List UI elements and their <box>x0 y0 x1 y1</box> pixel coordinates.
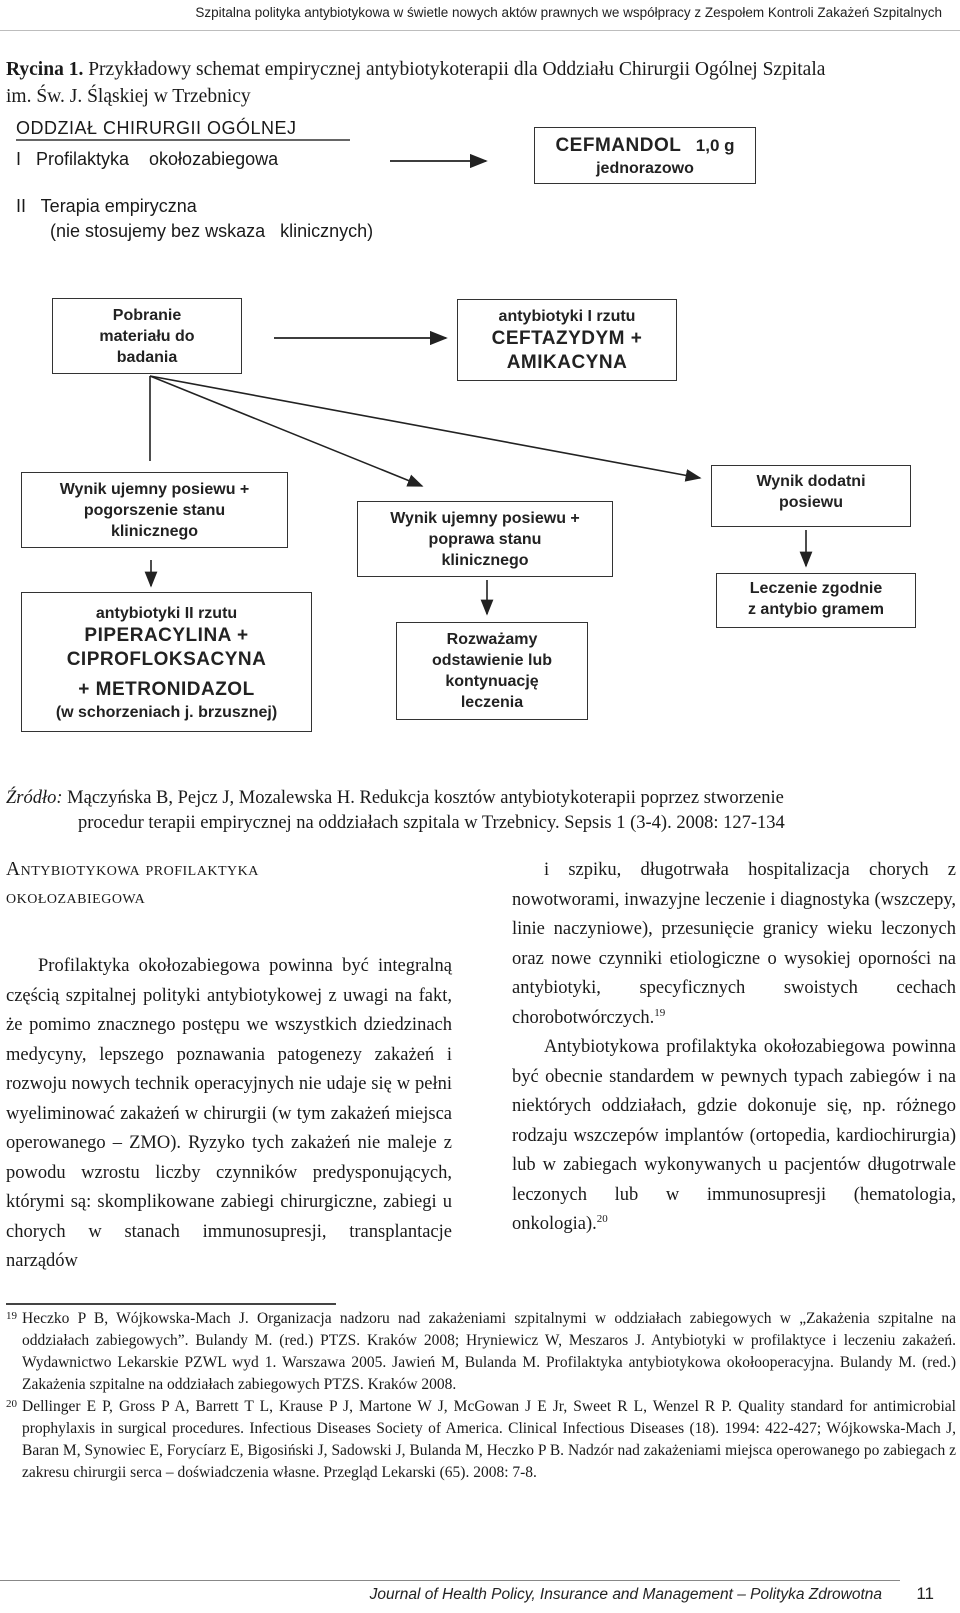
sampling-line: Pobranie <box>112 307 182 324</box>
antibiogram-line: Leczenie zgodnie <box>749 580 883 597</box>
sampling-line: materiału do <box>99 328 195 345</box>
right-paragraph-2 <box>512 1033 956 1240</box>
right-paragraph-1-text: i szpiku, długotrwała hospitalizacja chorych z nowotworami, inwazyjne leczenie i diagnostyka (wszczepy, linie naczyniowe), przesunięcie granicy wieku leczonych oraz nowe czynniki etiologiczne o wysokiej oporności na antybiotyki, specyficznych swoistych cechach chorobotwórczych. <box>512 860 956 1028</box>
negative-worse-line: klinicznego <box>110 523 199 540</box>
left-paragraph: Profilaktyka okołozabiegowa powinna być integralną częścią szpitalnej polityki antybiotykowej z uwagi na fakt, że pomimo znacznego postępu we wszystkich dziedzinach medycyny, lepszego poznawania patogenezy zakażeń i rozwoju nowych technik operacyjnych nie udaje się w pełni wyeliminować zakażeń w chirurgii (w tym zakażeń miejsca operowanego – ZMO). Ryzyko tych zakażeń nie maleje z powodu wzrostu liczby czynników predysponujących, którymi są: skomplikowane zabiegi chirurgiczne, zabiegi u chorych w stanach immunosupresji, transplantacje narządów <box>6 956 452 1271</box>
negative-worse-line: pogorszenie stanu <box>83 502 226 519</box>
second-line-drug: PIPERACYLINA + <box>84 625 249 646</box>
consider-line: Rozważamy <box>446 631 538 648</box>
cefmandol-note: jednorazowo <box>596 160 694 177</box>
first-line-drug: AMIKACYNA <box>506 352 628 373</box>
ward-title: ODDZIAŁ CHIRURGII OGÓLNEJ <box>16 118 297 138</box>
cefmandol-dose: 1,0 g <box>695 136 735 155</box>
section-title <box>6 856 452 912</box>
right-column <box>512 856 956 1240</box>
consider-box <box>396 622 588 720</box>
source-line1: Mączyńska B, Pejcz J, Mozalewska H. Redukcja kosztów antybiotykoterapii poprzez stworzenie <box>67 788 784 808</box>
footer-rule <box>0 1580 900 1581</box>
footnote-ref: 19 <box>654 1006 666 1019</box>
positive-box <box>711 465 911 527</box>
negative-better-line: klinicznego <box>441 552 529 569</box>
sampling-box <box>52 298 242 374</box>
consider-line: leczenia <box>460 694 524 711</box>
first-line-box <box>457 299 677 381</box>
cefmandol-drug: CEFMANDOL <box>555 135 682 156</box>
antibiogram-line: z antybio gramem <box>747 601 885 618</box>
arrow-to-negative-better <box>150 376 422 486</box>
page-number: 11 <box>916 1584 934 1603</box>
flowchart-diagram <box>0 118 960 758</box>
negative-better-line: poprawa stanu <box>428 531 542 548</box>
first-line-drug: CEFTAZYDYM + <box>491 328 643 349</box>
therapy-note: (nie stosujemy bez wskaza klinicznych) <box>50 221 374 241</box>
footnotes <box>6 1308 956 1484</box>
footnote-ref: 20 <box>596 1212 608 1225</box>
negative-better-box <box>357 501 613 577</box>
source-label: Źródło: <box>6 788 63 808</box>
second-line-drug: CIPROFLOKSACYNA <box>66 649 267 670</box>
source-line2: procedur terapii empirycznej na oddziałach szpitala w Trzebnicy. Sepsis 1 (3-4). 2008: 127-134 <box>78 813 785 833</box>
running-header-text: Szpitalna polityka antybiotykowa w świetle nowych aktów prawnych we współpracy z Zespołem Kontroli Zakażeń Szpitalnych <box>195 5 942 20</box>
right-paragraph-1 <box>512 856 956 1033</box>
section-title-line1: Antybiotykowa profilaktyka <box>6 859 259 880</box>
arrow-to-positive <box>150 376 700 478</box>
footnote <box>6 1396 956 1484</box>
therapy-label: II Terapia empiryczna <box>16 196 197 216</box>
positive-line: posiewu <box>778 494 843 511</box>
footnote-text: Dellinger E P, Gross P A, Barrett T L, Krause P J, Martone W J, McGowan J E Jr, Sweet R L, Wenzel R P. Quality standard for antimicrobial prophylaxis in surgical procedures. Infectious Diseases Society of America. Clinical Infectious Diseases (18). 1994: 422-427; Wójkowska-Mach J, Baran M, Synowiec E, Forycíarz E, Bigosiński J, Sadowski J, Bulanda M, Heczko P B. Nadzór nad zakażeniami miejsca operowanego po zabiegach z zakresu chirurgii serca – doświadczenia własne. Przegląd Lekarski (65). 2008: 7-8. <box>22 1398 956 1481</box>
negative-worse-line: Wynik ujemny posiewu + <box>59 481 250 498</box>
section-title-line2: okołozabiegowa <box>6 887 146 908</box>
footnote <box>6 1308 956 1396</box>
right-paragraph-2-text: Antybiotykowa profilaktyka okołozabiegowa powinna być obecnie standardem w pewnych typach zabiegów i na niektórych oddziałach, gdzie dokonuje się, np. różnego rodzaju wszczepów implantów (ortopedia, kardiochirurgia) lub w zabiegach wykonywanych u pacjentów długotrwale leczonych lub w immunosupresji (hematologia, onkologia). <box>512 1037 956 1234</box>
negative-worse-box <box>21 472 288 548</box>
figure-caption <box>6 56 951 110</box>
positive-line: Wynik dodatni <box>756 473 866 490</box>
consider-line: odstawienie lub <box>431 652 552 669</box>
figure-caption-line2: im. Św. J. Śląskiej w Trzebnicy <box>6 86 251 107</box>
antibiogram-box <box>716 573 916 628</box>
prophylaxis-label: I Profilaktyka okołozabiegowa <box>16 149 279 169</box>
second-line-extra: + METRONIDAZOL <box>78 679 255 700</box>
left-column <box>6 856 452 1277</box>
second-line-label: antybiotyki II rzutu <box>95 605 238 622</box>
consider-line: kontynuację <box>445 673 539 690</box>
footnote-rule <box>6 1303 336 1305</box>
cefmandol-box <box>534 127 756 184</box>
footnote-text: Heczko P B, Wójkowska-Mach J. Organizacja nadzoru nad zakażeniami szpitalnymi w oddziałach zabiegowych w „Zakażenia szpitalne na oddziałach zabiegowych”. Bulandy M. (red.) PTZS. Kraków 2008; Hryniewicz W, Meszaros J. Antybiotyki w profilaktyce i leczeniu zakażeń. Wydawnictwo Lekarskie PZWL wyd 1. Warszawa 2005. Jawień M, Bulanda M. Profilaktyka antybiotykowa okołooperacyjna. Bulandy M. (red.) Zakażenia szpitalne na oddziałach zabiegowych PTZS. Kraków 2008. <box>22 1310 956 1393</box>
negative-better-line: Wynik ujemny posiewu + <box>390 510 580 527</box>
second-line-note: (w schorzeniach j. brzusznej) <box>55 704 278 721</box>
sampling-line: badania <box>116 349 178 366</box>
figure-caption-line1: Przykładowy schemat empirycznej antybiotykoterapii dla Oddziału Chirurgii Ogólnej Szpitala <box>88 59 826 80</box>
footnote-number: 19 <box>6 1310 17 1322</box>
journal-name: Journal of Health Policy, Insurance and Management – Polityka Zdrowotna <box>369 1586 882 1603</box>
figure-source <box>6 786 956 836</box>
running-header <box>0 0 960 36</box>
first-line-label: antybiotyki I rzutu <box>498 308 636 325</box>
page-footer <box>0 1570 960 1610</box>
footnote-number: 20 <box>6 1398 17 1410</box>
second-line-box <box>21 592 312 732</box>
running-header-rule <box>0 30 960 31</box>
figure-label: Rycina 1. <box>6 59 84 80</box>
